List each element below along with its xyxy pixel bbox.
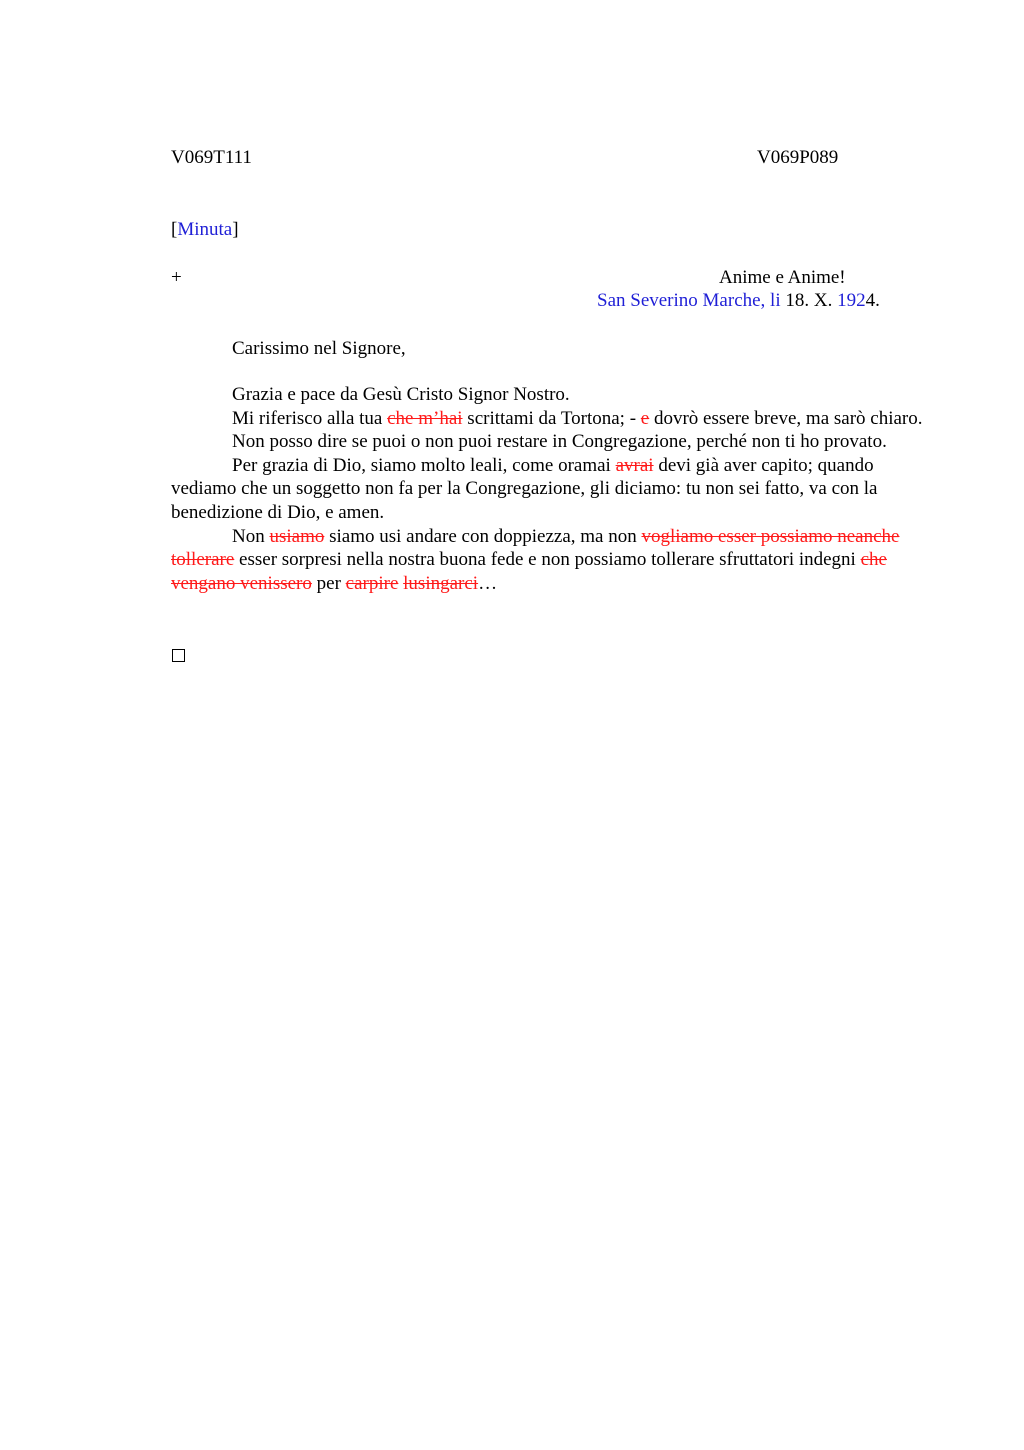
dateline-day-month: 18. X.: [785, 290, 838, 311]
text-run: dovrò essere breve, ma sarò chiaro.: [649, 407, 923, 429]
deleted-text: carpire: [345, 572, 399, 594]
dateline-year-prefix: 192: [837, 290, 866, 311]
text-run: Mi riferisco alla tua: [232, 407, 388, 429]
document-code-right: V069P089: [757, 147, 839, 168]
minuta-label: [171, 218, 239, 242]
paragraph-2: Non posso dire se puoi o non puoi restare in Congregazione, perché non ti ho provato.: [232, 431, 887, 453]
text-run: …: [478, 572, 498, 594]
deleted-text: usiamo: [269, 525, 325, 547]
text-run: siamo usi andare con doppiezza, ma non: [324, 525, 642, 547]
dateline: [597, 289, 880, 313]
paragraph-1: [171, 407, 931, 431]
text-run: Non: [232, 525, 270, 547]
text-run: scrittami da Tortona; -: [462, 407, 641, 429]
deleted-text: e: [640, 407, 650, 429]
minuta-word: Minuta: [177, 219, 233, 240]
dateline-year-suffix: 4.: [865, 290, 880, 311]
square-box-icon: [172, 649, 185, 662]
salutation: Carissimo nel Signore,: [232, 338, 406, 359]
deleted-text: che m’hai: [387, 407, 463, 429]
paragraph-3: [171, 454, 931, 525]
text-run: devi già aver capito; quando vediamo che un soggetto non fa per la Congregazione, gli diciamo: tu non sei fatto, va con la benedizione di Dio, e amen.: [171, 454, 878, 523]
text-run: per: [311, 572, 346, 594]
deleted-text: avrai: [615, 454, 654, 476]
bracket-open: [: [171, 219, 178, 240]
cross-mark: +: [171, 267, 182, 288]
deleted-text: vogliamo esser possiamo neanche tollerare: [171, 525, 900, 571]
motto: Anime e Anime!: [719, 267, 846, 288]
deleted-text: che vengano venissero: [171, 549, 887, 594]
dateline-place: San Severino Marche, li: [597, 290, 781, 311]
bracket-close: ]: [232, 219, 239, 240]
text-run: Per grazia di Dio, siamo molto leali, come oramai: [232, 454, 616, 476]
greeting: Grazia e pace da Gesù Cristo Signor Nostro.: [232, 384, 570, 405]
deleted-text: lusingarci: [403, 572, 479, 594]
paragraph-4: [171, 525, 931, 596]
document-code-left: V069T111: [171, 147, 252, 168]
text-run: esser sorpresi nella nostra buona fede e non possiamo tollerare sfruttatori indegni: [234, 549, 861, 571]
letter-body: [171, 383, 931, 595]
